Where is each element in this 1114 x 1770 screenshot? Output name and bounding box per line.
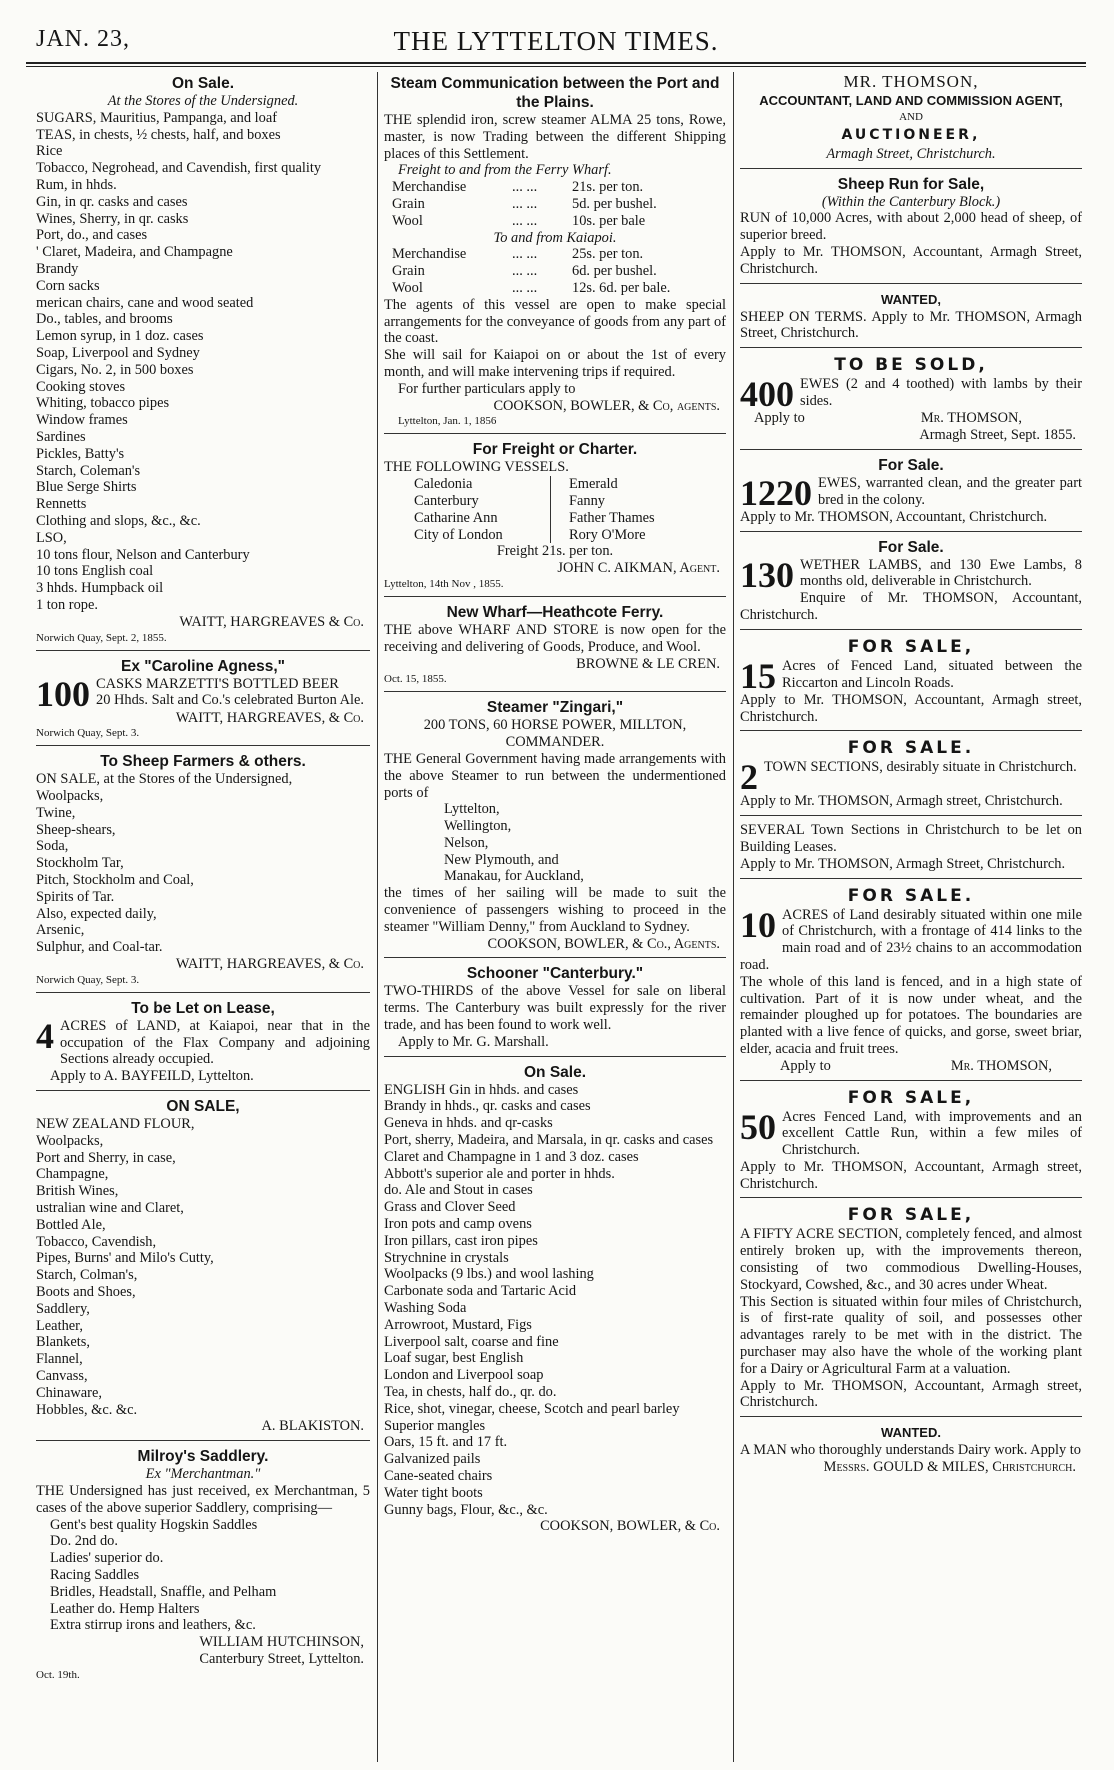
list-item: Liverpool salt, coarse and fine bbox=[384, 1333, 559, 1350]
ad-number: 130 bbox=[740, 554, 794, 595]
rate-item: Merchandise bbox=[392, 246, 467, 263]
masthead-rule bbox=[26, 62, 1086, 64]
goods-list bbox=[36, 110, 370, 614]
list-item: Sheep-shears, bbox=[36, 821, 116, 838]
ad-apply: Apply to Mr. THOMSON, Armagh street, Christchurch. bbox=[740, 793, 1063, 810]
ad-title: On Sale. bbox=[523, 1063, 587, 1081]
list-item: Galvanized pails bbox=[384, 1451, 481, 1468]
ad-to-be-sold-ewes bbox=[740, 352, 1082, 450]
list-item: ' Claret, Madeira, and Champagne bbox=[36, 244, 233, 261]
ad-fifty-acre-section bbox=[740, 1202, 1082, 1417]
list-item: Grass and Clover Seed bbox=[384, 1199, 516, 1216]
freight-heading: Freight to and from the Ferry Wharf. bbox=[398, 162, 612, 179]
ad-number: 1220 bbox=[740, 472, 812, 513]
list-item: Clothing and slops, &c., &c. bbox=[36, 512, 201, 529]
list-item: Iron pillars, cast iron pipes bbox=[384, 1232, 538, 1249]
list-item: Cooking stoves bbox=[36, 378, 126, 395]
ad-title: On Sale. bbox=[171, 75, 235, 92]
ad-text: The whole of this land is fenced, and in a high state of cultivation. Part of it is now under wheat, and the remainder ploughed up for potatoes. The boundaries are planted with a live fence of quicks, and gorse, sweet briar, elder, acacia and fruit trees. bbox=[740, 973, 1082, 1057]
list-item: Window frames bbox=[36, 412, 128, 429]
list-item: Rory O'More bbox=[569, 526, 646, 543]
list-item: Port, sherry, Madeira, and Marsala, in qr. casks and cases bbox=[384, 1132, 714, 1149]
ad-text: the times of her sailing will be made to suit the convenience of passengers wishing to proceed in the steamer "William Denny," from Auckland to Sydney. bbox=[384, 885, 726, 935]
ad-title: FOR SALE. bbox=[847, 738, 975, 759]
ad-number: 4 bbox=[36, 1015, 54, 1056]
list-item: Boots and Shoes, bbox=[36, 1284, 136, 1301]
vessel-column bbox=[551, 476, 699, 543]
rate-price: 25s. per ton. bbox=[572, 246, 644, 263]
ad-number: 10 bbox=[740, 904, 776, 945]
list-item: Saddlery, bbox=[36, 1300, 90, 1317]
ad-signature: COOKSON, BOWLER, & Co., Agents. bbox=[487, 935, 720, 952]
ad-text: She will sail for Kaiapoi on or about the 1st of every month, and will make intervening trips if required. bbox=[384, 347, 726, 380]
list-item: Woolpacks (9 lbs.) and wool lashing bbox=[384, 1266, 594, 1283]
column-2 bbox=[384, 72, 726, 1762]
list-item: Whiting, tobacco pipes bbox=[36, 395, 170, 412]
ad-apply: Apply to Mr. THOMSON, Accountant, Armagh street, Christchurch. bbox=[740, 1377, 1082, 1411]
list-item: New Plymouth, and bbox=[444, 851, 559, 868]
ad-on-sale-english-gin bbox=[384, 1061, 726, 1541]
goods-list bbox=[384, 1082, 726, 1519]
list-item: Bottled Ale, bbox=[36, 1216, 106, 1233]
ad-dateline: Oct. 15, 1855. bbox=[384, 673, 447, 686]
ad-title: Sheep Run for Sale, bbox=[837, 175, 985, 193]
ad-several-town-sections bbox=[740, 820, 1082, 878]
list-item: Wines, Sherry, in qr. casks bbox=[36, 210, 189, 227]
list-item: Soap, Liverpool and Sydney bbox=[36, 344, 200, 361]
list-item: Flannel, bbox=[36, 1351, 83, 1368]
masthead-rule-thin bbox=[26, 66, 1086, 67]
rate-price: 6d. per bushel. bbox=[572, 263, 657, 280]
ad-title: Schooner "Canterbury." bbox=[466, 965, 644, 983]
goods-list bbox=[36, 1116, 370, 1418]
list-item: Pipes, Burns' and Milo's Cutty, bbox=[36, 1250, 214, 1267]
ad-title: WANTED. bbox=[881, 1425, 941, 1441]
ad-apply: Apply to A. BAYFEILD, Lyttelton. bbox=[50, 1068, 254, 1085]
ad-text: RUN of 10,000 Acres, with about 2,000 head of sheep, of superior breed. bbox=[740, 210, 1082, 244]
list-item: Starch, Colman's, bbox=[36, 1267, 138, 1284]
ad-text: A FIFTY ACRE SECTION, completely fenced, and almost entirely broken up, with the improvements thereon, consisting of two commodious Dwelling-Houses, Stockyard, Cowshed, &c., and 30 acres under Wheat. bbox=[740, 1226, 1082, 1293]
ad-1220-ewes bbox=[740, 454, 1082, 532]
ad-line: 20 Hhds. Salt and Co.'s celebrated Burton Ale. bbox=[96, 692, 364, 709]
list-item: 10 tons English coal bbox=[36, 563, 154, 580]
ad-text: TOWN SECTIONS, desirably situate in Christchurch. bbox=[764, 759, 1077, 776]
vessel-column bbox=[414, 476, 551, 543]
ad-on-sale-stores bbox=[36, 72, 370, 651]
ad-text: ACRES of Land desirably situated within one mile of Christchurch, with a frontage of 414 links to the main road and of 23½ chains to an accommodation road. bbox=[740, 906, 1082, 973]
list-item: Blankets, bbox=[36, 1334, 90, 1351]
rate-row bbox=[384, 196, 726, 213]
list-item: Rum, in hhds. bbox=[36, 176, 117, 193]
list-item: Lyttelton, bbox=[444, 801, 500, 818]
ad-title: Ex "Caroline Agness," bbox=[120, 657, 285, 675]
ad-line: CASKS MARZETTI'S BOTTLED BEER bbox=[96, 675, 339, 692]
list-item: Stockholm Tar, bbox=[36, 855, 124, 872]
ad-text: THE splendid iron, screw steamer ALMA 25 tons, Rowe, master, is now Trading between the different Shipping places of this Settlement. bbox=[384, 112, 726, 162]
list-item: NEW ZEALAND FLOUR, bbox=[36, 1116, 195, 1133]
freight-rate: Freight 21s. per ton. bbox=[496, 543, 614, 560]
ad-title: FOR SALE, bbox=[847, 1087, 975, 1108]
ad-schooner-canterbury bbox=[384, 962, 726, 1056]
list-item: Gent's best quality Hogskin Saddles bbox=[50, 1516, 258, 1533]
ad-text: THE Undersigned has just received, ex Merchantman, 5 cases of the above superior Saddlery, comprising— bbox=[36, 1482, 370, 1516]
ad-text: SEVERAL Town Sections in Christchurch to be let on Building Leases. bbox=[740, 822, 1082, 855]
ad-steam-communication bbox=[384, 72, 726, 434]
list-item: Oars, 15 ft. and 17 ft. bbox=[384, 1434, 508, 1451]
rate-table bbox=[384, 246, 726, 296]
list-item: ENGLISH Gin in hhds. and cases bbox=[384, 1081, 579, 1098]
list-item: Iron pots and camp ovens bbox=[384, 1216, 532, 1233]
ad-apply: Apply to Mr. THOMSON, Accountant, Armagh Street, Christchurch. bbox=[740, 243, 1082, 277]
ad-signature: WILLIAM HUTCHINSON, bbox=[199, 1634, 364, 1651]
ad-subtitle: Ex "Merchantman." bbox=[145, 1466, 261, 1483]
list-item: Brandy in hhds., qr. casks and cases bbox=[384, 1098, 591, 1115]
list-item: LSO, bbox=[36, 529, 67, 546]
list-item: Cane-seated chairs bbox=[384, 1467, 493, 1484]
list-item: Rennetts bbox=[36, 496, 87, 513]
column-rule-2 bbox=[733, 72, 734, 1762]
ad-2-town-sections bbox=[740, 735, 1082, 816]
rate-row bbox=[384, 246, 726, 263]
list-item: Fanny bbox=[569, 492, 605, 509]
ad-signature: COOKSON, BOWLER, & Co, agents. bbox=[493, 397, 720, 414]
list-item: SUGARS, Mauritius, Pampanga, and loaf bbox=[36, 109, 278, 126]
list-item: Starch, Coleman's bbox=[36, 462, 141, 479]
ad-address: Canterbury Street, Lyttelton. bbox=[199, 1650, 364, 1667]
list-item: Gin, in qr. casks and cases bbox=[36, 193, 188, 210]
list-item: Arsenic, bbox=[36, 922, 85, 939]
list-item: Blue Serge Shirts bbox=[36, 479, 137, 496]
ad-text: WETHER LAMBS, and 130 Ewe Lambs, 8 months old, deliverable in Christchurch. bbox=[800, 556, 1082, 590]
ad-apply: Apply to Mr. G. Marshall. bbox=[398, 1033, 549, 1050]
ad-title: Steam Communication between the Port and the Plains. bbox=[390, 75, 720, 111]
list-item: British Wines, bbox=[36, 1183, 119, 1200]
list-item: ustralian wine and Claret, bbox=[36, 1200, 184, 1217]
list-item: TEAS, in chests, ½ chests, half, and boxes bbox=[36, 126, 281, 143]
list-item: Arrowroot, Mustard, Figs bbox=[384, 1316, 532, 1333]
rate-table bbox=[384, 179, 726, 229]
list-item: Canvass, bbox=[36, 1368, 88, 1384]
list-item: Do. 2nd do. bbox=[50, 1533, 118, 1550]
ad-subtitle: (Within the Canterbury Block.) bbox=[821, 193, 1001, 210]
list-item: Nelson, bbox=[444, 834, 489, 851]
list-item: Carbonate soda and Tartaric Acid bbox=[384, 1283, 577, 1300]
ad-text: A MAN who thoroughly understands Dairy work. Apply to bbox=[740, 1442, 1081, 1459]
list-item: Pickles, Batty's bbox=[36, 445, 125, 462]
ad-title: WANTED, bbox=[881, 291, 941, 307]
ad-apply: Apply to Mr. THOMSON, Accountant, Armagh street, Christchurch. bbox=[740, 1158, 1082, 1192]
ad-title: For Sale. bbox=[878, 456, 944, 474]
ad-apply: Apply to Mr. THOMSON, Accountant, Christchurch. bbox=[740, 508, 1048, 525]
list-item: Bridles, Headstall, Snaffle, and Pelham bbox=[50, 1583, 277, 1600]
list-item: Canterbury bbox=[414, 492, 479, 509]
ad-address: Armagh Street, Sept. 1855. bbox=[919, 426, 1076, 443]
rate-dots: ... ... bbox=[512, 263, 538, 280]
ad-apply-name: Mr. THOMSON, bbox=[920, 410, 1022, 427]
ad-130-lambs bbox=[740, 536, 1082, 630]
rate-dots: ... ... bbox=[512, 246, 538, 263]
list-item: Champagne, bbox=[36, 1166, 109, 1183]
list-item: Extra stirrup irons and leathers, &c. bbox=[50, 1617, 256, 1634]
list-item: Washing Soda bbox=[384, 1300, 467, 1317]
ad-title: FOR SALE. bbox=[847, 885, 975, 906]
ad-subtitle: 200 TONS, 60 HORSE POWER, MILLTON, COMMANDER. bbox=[423, 717, 687, 751]
ad-signature: WAITT, HARGREAVES & Co. bbox=[179, 613, 364, 630]
list-item: Corn sacks bbox=[36, 277, 100, 294]
ad-apply: Apply to Mr. THOMSON, Armagh Street, Christchurch. bbox=[740, 855, 1066, 872]
ad-apply: Messrs. GOULD & MILES, Christchurch. bbox=[823, 1459, 1076, 1476]
list-item: Also, expected daily, bbox=[36, 905, 157, 922]
rate-dots: ... ... bbox=[512, 279, 538, 296]
list-item: Superior mangles bbox=[384, 1417, 486, 1434]
masthead bbox=[26, 14, 1086, 58]
goods-list bbox=[36, 771, 370, 956]
list-item: do. Ale and Stout in cases bbox=[384, 1182, 533, 1199]
ad-milroys-saddlery bbox=[36, 1445, 370, 1687]
list-item: Abbott's superior ale and porter in hhds. bbox=[384, 1165, 615, 1182]
ad-signature: A. BLAKISTON. bbox=[261, 1418, 364, 1435]
rate-item: Grain bbox=[392, 195, 425, 212]
ad-apply-name: Mr. THOMSON, bbox=[950, 1057, 1052, 1074]
ad-thomson-header bbox=[740, 72, 1082, 169]
ad-number: 2 bbox=[740, 757, 758, 798]
list-item: Hobbles, &c. &c. bbox=[36, 1401, 138, 1418]
column-1 bbox=[36, 72, 370, 1762]
rate-row bbox=[384, 263, 726, 280]
list-item: Rice, shot, vinegar, cheese, Scotch and pearl barley bbox=[384, 1400, 680, 1417]
goods-list bbox=[36, 1517, 370, 1635]
ad-dateline: Oct. 19th. bbox=[36, 1668, 80, 1681]
list-item: 1 ton rope. bbox=[36, 596, 98, 613]
list-item: Father Thames bbox=[569, 509, 655, 526]
ad-freight-charter bbox=[384, 438, 726, 597]
ad-apply: Apply to bbox=[780, 1057, 831, 1074]
ad-dateline: Lyttelton, 14th Nov , 1855. bbox=[384, 577, 504, 590]
agent-name: MR. THOMSON, bbox=[843, 72, 979, 91]
rate-price: 21s. per ton. bbox=[572, 179, 644, 196]
list-item: Tobacco, Cavendish, bbox=[36, 1233, 157, 1250]
ad-text: EWES (2 and 4 toothed) with lambs by their sides. bbox=[800, 376, 1082, 409]
list-item: Woolpacks, bbox=[36, 788, 104, 805]
ad-text: THE above WHARF AND STORE is now open for the receiving and delivering of Goods, Produce, and Wool. bbox=[384, 621, 726, 655]
list-item: Woolpacks, bbox=[36, 1132, 104, 1149]
ad-text: The agents of this vessel are open to make special arrangements for the conveyance of goods from any part of the coast. bbox=[384, 296, 726, 347]
agent-role: ACCOUNTANT, LAND AND COMMISSION AGENT, bbox=[759, 92, 1063, 108]
list-item: Soda, bbox=[36, 838, 69, 855]
list-item: Tobacco, Negrohead, and Cavendish, first quality bbox=[36, 160, 322, 177]
list-item: 3 hhds. Humpback oil bbox=[36, 580, 164, 597]
rate-dots: ... ... bbox=[512, 212, 538, 229]
ad-text: Acres of Fenced Land, situated between the Riccarton and Lincoln Roads. bbox=[782, 657, 1082, 691]
ad-title: FOR SALE, bbox=[847, 636, 975, 657]
ad-sheep-farmers bbox=[36, 750, 370, 993]
freight-heading: To and from Kaiapoi. bbox=[493, 229, 617, 246]
list-item: Brandy bbox=[36, 260, 79, 277]
rate-row bbox=[384, 213, 726, 230]
ad-text: ACRES of LAND, at Kaiapoi, near that in the occupation of the Flax Company and adjoining Sections already occupied. bbox=[60, 1017, 370, 1068]
list-item: Cigars, No. 2, in 500 boxes bbox=[36, 361, 194, 378]
ad-title: FOR SALE, bbox=[847, 1205, 975, 1226]
list-item: Catharine Ann bbox=[414, 509, 498, 526]
ad-text: THE General Government having made arrangements with the above Steamer to run between the undermentioned ports of bbox=[384, 750, 726, 801]
ad-text: This Section is situated within four miles of Christchurch, is of first-rate quality of soil, and possesses other advantages rarely to be met with in the district. The purchaser may also have the whole of the working plant for a Dairy or Agricultural Farm at a valuation. bbox=[740, 1293, 1082, 1377]
rate-item: Merchandise bbox=[392, 179, 467, 196]
ad-text: THE FOLLOWING VESSELS. bbox=[384, 459, 569, 476]
list-item: Ladies' superior do. bbox=[50, 1550, 164, 1567]
rate-dots: ... ... bbox=[512, 195, 538, 212]
ad-wanted-sheep bbox=[740, 288, 1082, 349]
ad-title: For Sale. bbox=[878, 538, 944, 556]
list-item: Emerald bbox=[569, 476, 618, 493]
list-item: Caledonia bbox=[414, 476, 473, 493]
rate-price: 10s. per bale bbox=[572, 212, 646, 229]
ad-50-acres bbox=[740, 1085, 1082, 1199]
rate-item: Wool bbox=[392, 279, 423, 296]
ad-dateline: Norwich Quay, Sept. 2, 1855. bbox=[36, 631, 167, 644]
column-3 bbox=[740, 72, 1082, 1762]
ad-title: ON SALE, bbox=[166, 1098, 240, 1116]
list-item: Wellington, bbox=[444, 818, 512, 835]
ad-dateline: Lyttelton, Jan. 1, 1856 bbox=[398, 415, 497, 428]
ad-signature: BROWNE & LE CREN. bbox=[576, 655, 720, 672]
list-item: Sulphur, and Coal-tar. bbox=[36, 939, 163, 956]
list-item: Leather do. Hemp Halters bbox=[50, 1600, 200, 1617]
list-item: Claret and Champagne in 1 and 3 doz. cases bbox=[384, 1148, 639, 1165]
list-item: Leather, bbox=[36, 1317, 83, 1334]
ad-text: EWES, warranted clean, and the greater part bred in the colony. bbox=[818, 474, 1082, 508]
rate-item: Wool bbox=[392, 212, 423, 229]
ad-sheep-run bbox=[740, 173, 1082, 284]
ad-title: Milroy's Saddlery. bbox=[137, 1448, 269, 1466]
column-rule-1 bbox=[377, 72, 378, 1762]
ad-number: 15 bbox=[740, 655, 776, 696]
ad-signature: JOHN C. AIKMAN, Agent. bbox=[557, 560, 720, 577]
rate-price: 5d. per bushel. bbox=[572, 195, 657, 212]
ad-text: SHEEP ON TERMS. Apply to Mr. THOMSON, Armagh Street, Christchurch. bbox=[740, 308, 1082, 342]
ad-lease-kaiapoi bbox=[36, 997, 370, 1091]
list-item: Port and Sherry, in case, bbox=[36, 1149, 176, 1166]
list-item: Spirits of Tar. bbox=[36, 888, 115, 905]
ad-title: For Freight or Charter. bbox=[472, 441, 638, 459]
issue-date: JAN. 23, bbox=[36, 26, 131, 52]
ad-number: 400 bbox=[740, 374, 794, 415]
ad-wanted-dairy bbox=[740, 1421, 1082, 1481]
newspaper-title: THE LYTTELTON TIMES. bbox=[393, 26, 719, 56]
list-item: Do., tables, and brooms bbox=[36, 311, 173, 328]
ad-apply: Enquire of Mr. THOMSON, Accountant, Christchurch. bbox=[740, 590, 1082, 623]
list-item: Gunny bags, Flour, &c., &c. bbox=[384, 1501, 548, 1518]
list-item: Tea, in chests, half do., qr. do. bbox=[384, 1384, 557, 1400]
ad-subtitle: At the Stores of the Undersigned. bbox=[107, 93, 299, 109]
list-item: merican chairs, cane and wood seated bbox=[36, 294, 254, 311]
ad-15-acres bbox=[740, 634, 1082, 732]
ad-number: 50 bbox=[740, 1106, 776, 1147]
ad-caroline-agness bbox=[36, 655, 370, 747]
ad-title: To be Let on Lease, bbox=[131, 999, 275, 1017]
list-item: ON SALE, at the Stores of the Undersigned, bbox=[36, 771, 293, 788]
ad-dateline: Norwich Quay, Sept. 3. bbox=[36, 727, 140, 740]
rate-row bbox=[384, 179, 726, 196]
list-item: Pitch, Stockholm and Coal, bbox=[36, 872, 194, 889]
rate-price: 12s. 6d. per bale. bbox=[572, 279, 671, 296]
list-item: 10 tons flour, Nelson and Canterbury bbox=[36, 546, 250, 563]
list-item: London and Liverpool soap bbox=[384, 1367, 544, 1384]
ad-number: 100 bbox=[36, 673, 90, 714]
ad-text: Acres Fenced Land, with improvements and an excellent Cattle Run, within a few miles of Christchurch. bbox=[782, 1108, 1082, 1159]
list-item: Loaf sugar, best English bbox=[384, 1350, 524, 1367]
agent-address: Armagh Street, Christchurch. bbox=[826, 145, 996, 162]
ad-title: To Sheep Farmers & others. bbox=[100, 753, 306, 771]
list-item: Geneva in hhds. and qr-casks bbox=[384, 1115, 553, 1132]
ad-text: TWO-THIRDS of the above Vessel for sale on liberal terms. The Canterbury was built expressly for the river trade, and has been found to work well. bbox=[384, 983, 726, 1034]
ad-nz-flour bbox=[36, 1095, 370, 1441]
ad-title: New Wharf—Heathcote Ferry. bbox=[446, 603, 664, 621]
list-item: City of London bbox=[414, 526, 503, 543]
list-item: Sardines bbox=[36, 428, 86, 445]
ad-signature: COOKSON, BOWLER, & Co. bbox=[540, 1518, 720, 1535]
ad-10-acres bbox=[740, 883, 1082, 1081]
ad-title: TO BE SOLD, bbox=[834, 355, 988, 376]
ad-steamer-zingari bbox=[384, 696, 726, 958]
list-item: Strychnine in crystals bbox=[384, 1249, 509, 1266]
agent-role-2: AUCTIONEER, bbox=[841, 126, 981, 143]
rate-item: Grain bbox=[392, 263, 425, 280]
vessel-list bbox=[414, 476, 726, 543]
list-item: Lemon syrup, in 1 doz. cases bbox=[36, 328, 204, 345]
list-item: Twine, bbox=[36, 804, 76, 821]
list-item: Water tight boots bbox=[384, 1484, 483, 1501]
ad-apply: Apply to Mr. THOMSON, Accountant, Armagh street, Christchurch. bbox=[740, 691, 1082, 725]
list-item: Port, do., and cases bbox=[36, 227, 148, 244]
ad-apply: Apply to bbox=[754, 410, 805, 427]
list-item: Racing Saddles bbox=[50, 1566, 140, 1583]
port-list bbox=[384, 801, 726, 885]
rate-dots: ... ... bbox=[512, 179, 538, 196]
ad-new-wharf bbox=[384, 601, 726, 692]
ad-text: For further particulars apply to bbox=[398, 380, 576, 397]
ad-signature: WAITT, HARGREAVES, & Co. bbox=[175, 709, 364, 726]
list-item: Manakau, for Auckland, bbox=[444, 868, 584, 885]
ad-dateline: Norwich Quay, Sept. 3. bbox=[36, 973, 140, 986]
agent-and: AND bbox=[899, 110, 923, 123]
list-item: Rice bbox=[36, 143, 63, 160]
list-item: Chinaware, bbox=[36, 1384, 102, 1401]
rate-row bbox=[384, 280, 726, 297]
ad-signature: WAITT, HARGREAVES, & Co. bbox=[175, 956, 364, 973]
ad-title: Steamer "Zingari," bbox=[486, 699, 624, 717]
